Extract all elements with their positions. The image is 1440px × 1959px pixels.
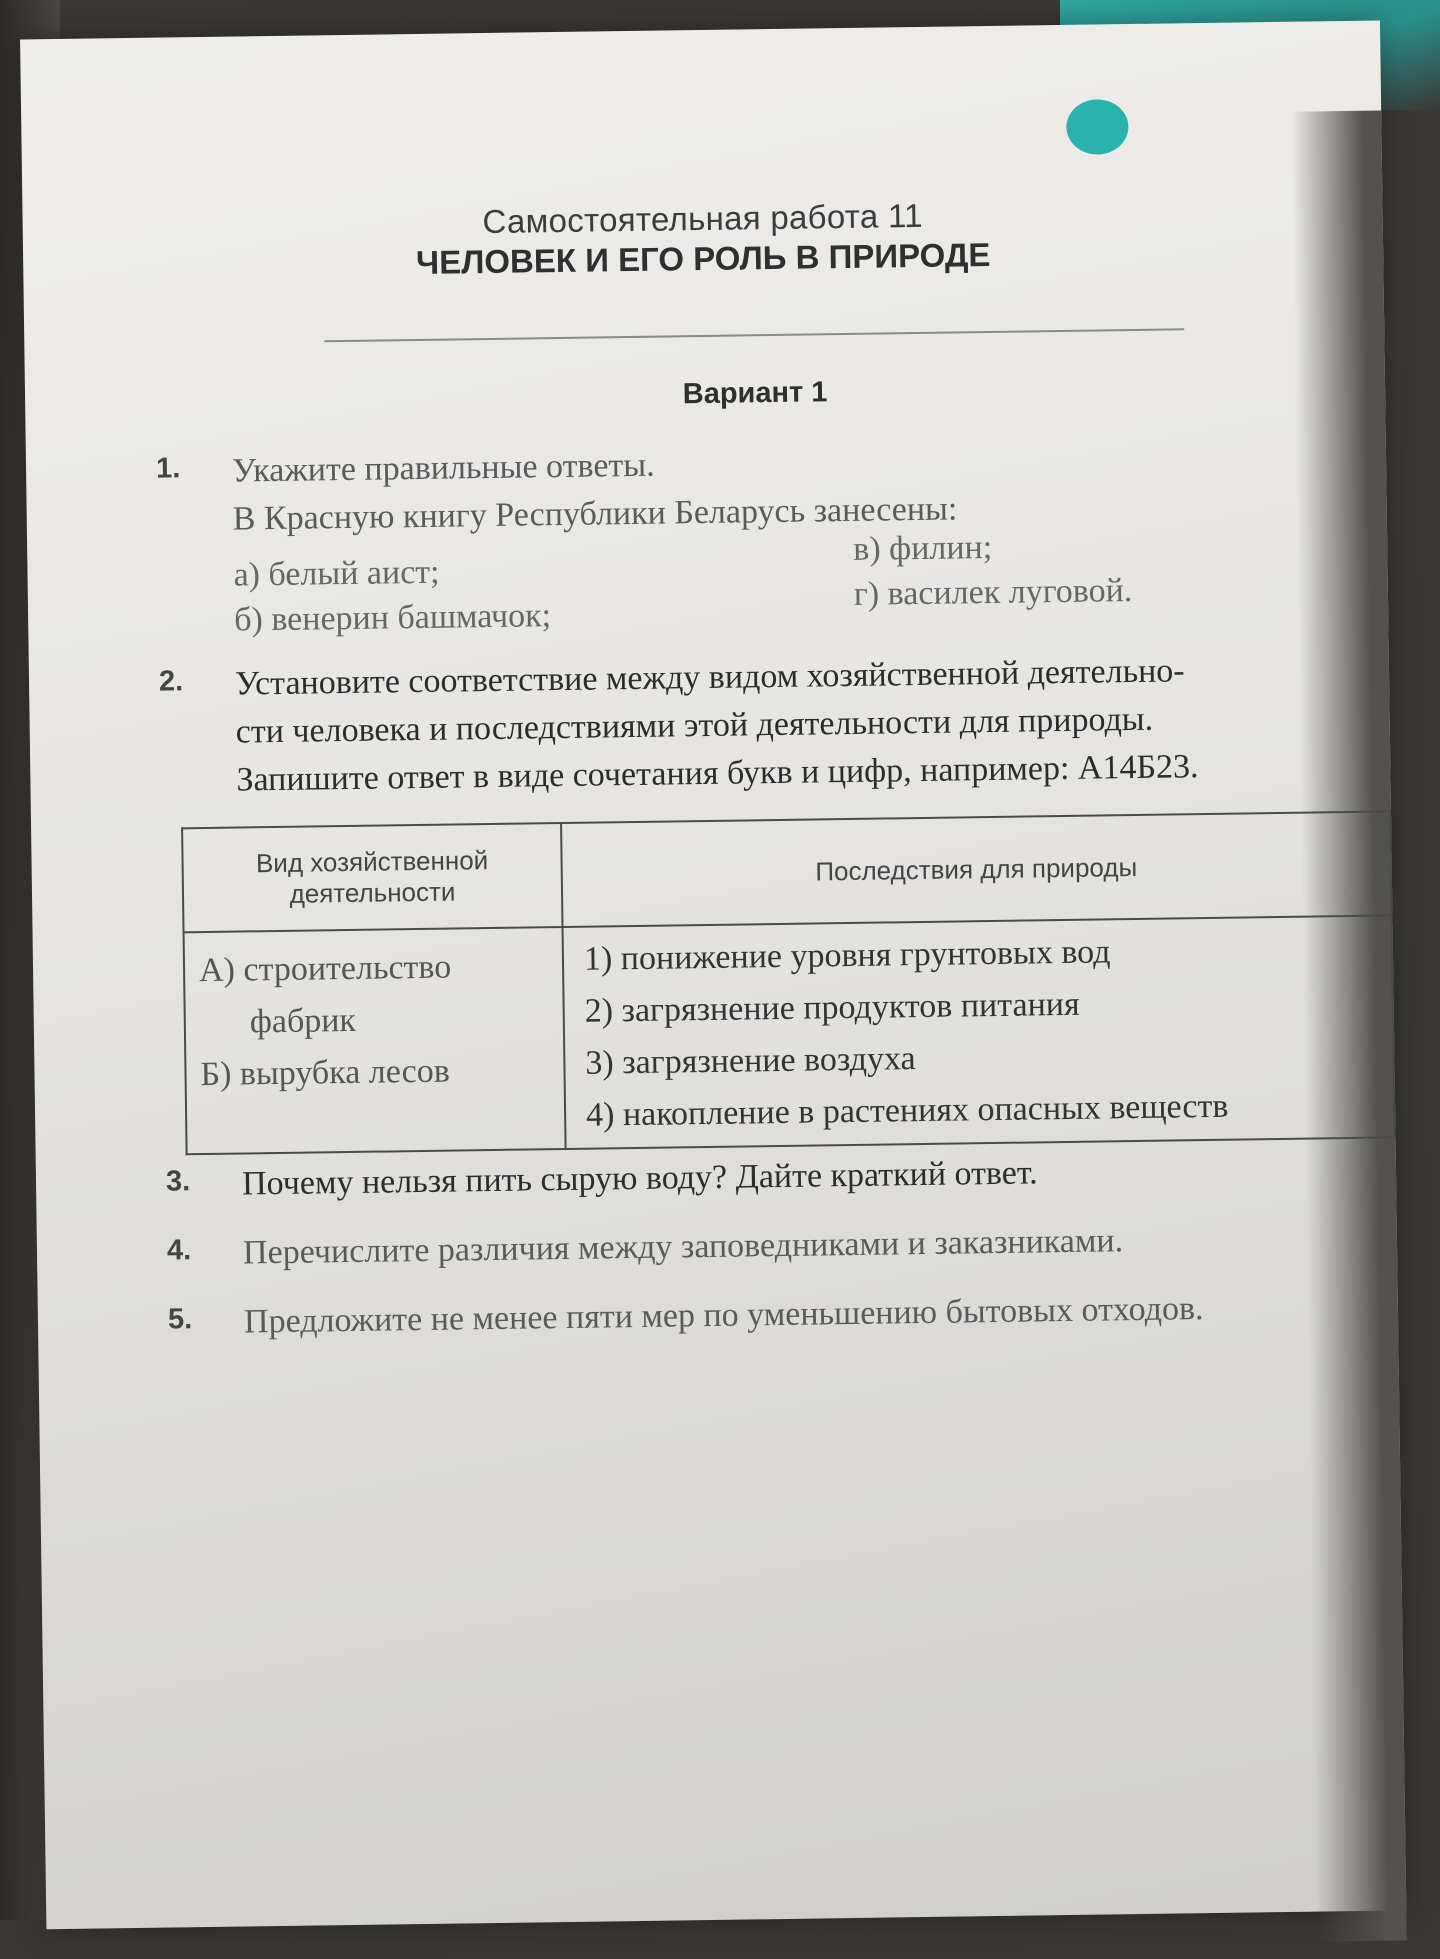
header-line: Вид хозяйственной <box>255 845 489 879</box>
consequence-item: 3) загрязнение воздуха <box>585 1040 916 1082</box>
task-line: Почему нельзя пить сырую воду? Дайте краткий ответ. <box>241 1154 1038 1203</box>
answer-option: в) филин; <box>853 528 993 568</box>
task-text <box>244 1285 1204 1346</box>
answer-option: а) белый аист; <box>233 553 440 594</box>
task-text <box>232 437 958 543</box>
task-line: Укажите правильные ответы. <box>231 446 655 490</box>
page-header <box>142 192 1263 286</box>
table-row <box>184 915 1395 1154</box>
task-text <box>243 1217 1124 1277</box>
matching-table <box>181 810 1395 1155</box>
task-number: 5. <box>167 1303 193 1336</box>
task-line: Предложите не менее пяти мер по уменьшению бытовых отходов. <box>243 1290 1204 1341</box>
task-1 <box>155 435 1406 639</box>
worksheet-page <box>20 21 1406 1930</box>
task-number: 1. <box>155 452 181 485</box>
task-line: Установите соответствие между видом хозяйственной деятельно- <box>234 652 1185 703</box>
activity-cell <box>184 927 566 1154</box>
task-line: Запишите ответ в виде сочетания букв и цифр, например: А14Б23. <box>236 748 1199 799</box>
activity-item: Б) вырубка лесов <box>200 1052 451 1094</box>
header-divider <box>324 328 1184 342</box>
task-number: 2. <box>158 665 184 698</box>
variant-label: Вариант 1 <box>682 376 828 411</box>
consequence-cell <box>563 915 1395 1149</box>
page-title: ЧЕЛОВЕК И ЕГО РОЛЬ В ПРИРОДЕ <box>415 235 991 281</box>
answer-option: б) венерин башмачок; <box>233 597 552 639</box>
punch-hole <box>1066 99 1129 155</box>
task-2 <box>158 648 1409 799</box>
consequence-item: 1) понижение уровня грунтовых вод <box>583 933 1111 978</box>
task-line: В Красную книгу Республики Беларусь занесены: <box>232 490 958 538</box>
answer-option: г) василек луговой. <box>853 572 1133 613</box>
activity-item: фабрик <box>249 1001 357 1041</box>
consequence-item: 4) накопление в растениях опасных веществ <box>585 1087 1229 1134</box>
consequence-item: 2) загрязнение продуктов питания <box>584 985 1080 1030</box>
task-number: 3. <box>165 1165 191 1198</box>
task-text <box>242 1149 1038 1208</box>
header-activity <box>182 823 562 932</box>
task-text <box>235 647 1199 804</box>
header-consequences: Последствия для природы <box>561 811 1391 927</box>
header-line: деятельности <box>289 876 456 909</box>
work-subtitle: Самостоятельная работа 11 <box>482 196 924 241</box>
task-4 <box>166 1217 1417 1272</box>
task-number: 4. <box>166 1234 192 1267</box>
table-header-row <box>182 811 1391 932</box>
task-line: сти человека и последствиями этой деятельности для природы. <box>235 700 1154 751</box>
activity-item: А) строительство <box>198 948 452 990</box>
task-line: Перечислите различия между заповедниками и заказниками. <box>242 1222 1124 1272</box>
task-5 <box>167 1286 1418 1341</box>
